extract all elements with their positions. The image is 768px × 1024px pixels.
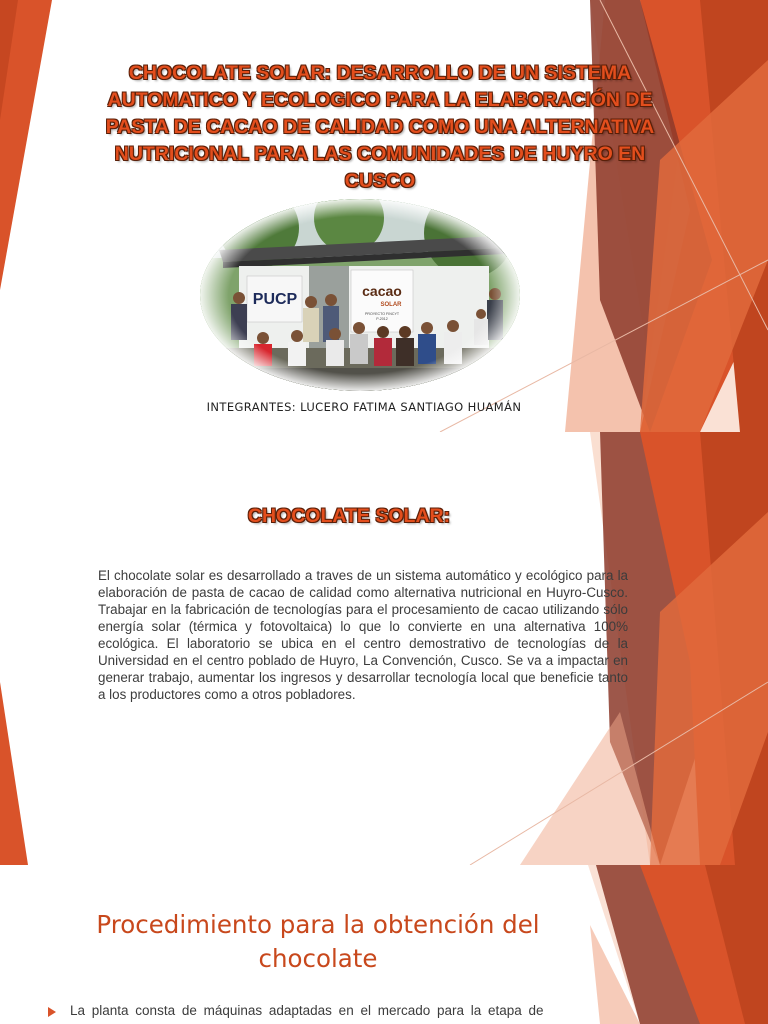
- slide-2-body: El chocolate solar es desarrollado a traves de un sistema automático y ecológico para la elaboración de pasta de cacao de calidad como alternativa nutricional en Huyro-Cusco. Trabajar en la fabricación de tecnologías para el procesamiento de cacao utilizando sólo energía solar (térmica y fotovoltaica) lo que lo convierte en una alternativa 100% ecológica. El laboratorio se ubica en el centro demostrativo de tecnologías de la Universidad en el centro poblado de Huyro, La Convención, Cusco. Se va a impactar en generar trabajo, aumentar los ingresos y desarrollar tecnología local que beneficie tanto a los productores como a otros pobladores.: [98, 568, 628, 702]
- slide-2-heading: CHOCOLATE SOLAR:: [247, 505, 451, 527]
- group-photo: [199, 198, 521, 392]
- slide-3[interactable]: [0, 865, 768, 1024]
- bullet-item: [48, 1003, 588, 1018]
- bullet-item-text: La planta consta de máquinas adaptadas en el mercado para la etapa de: [70, 1003, 544, 1018]
- members-line: INTEGRANTES: LUCERO FATIMA SANTIAGO HUAMÁN: [206, 400, 522, 414]
- bullet-arrow-icon: [48, 1007, 56, 1017]
- slide-1-title: CHOCOLATE SOLAR: DESARROLLO DE UN SISTEMA AUTOMATICO Y ECOLOGICO PARA LA ELABORACIÓN DE PASTA DE CACAO DE CALIDAD COMO UNA ALTERNATIVA NUTRICIONAL PARA LAS COMUNIDADES DE HUYRO EN CUSCO: [105, 62, 655, 192]
- slide-3-heading: Procedimiento para la obtención del chocolate: [96, 910, 540, 973]
- slide-1[interactable]: [0, 0, 768, 432]
- slide-2[interactable]: [0, 432, 768, 865]
